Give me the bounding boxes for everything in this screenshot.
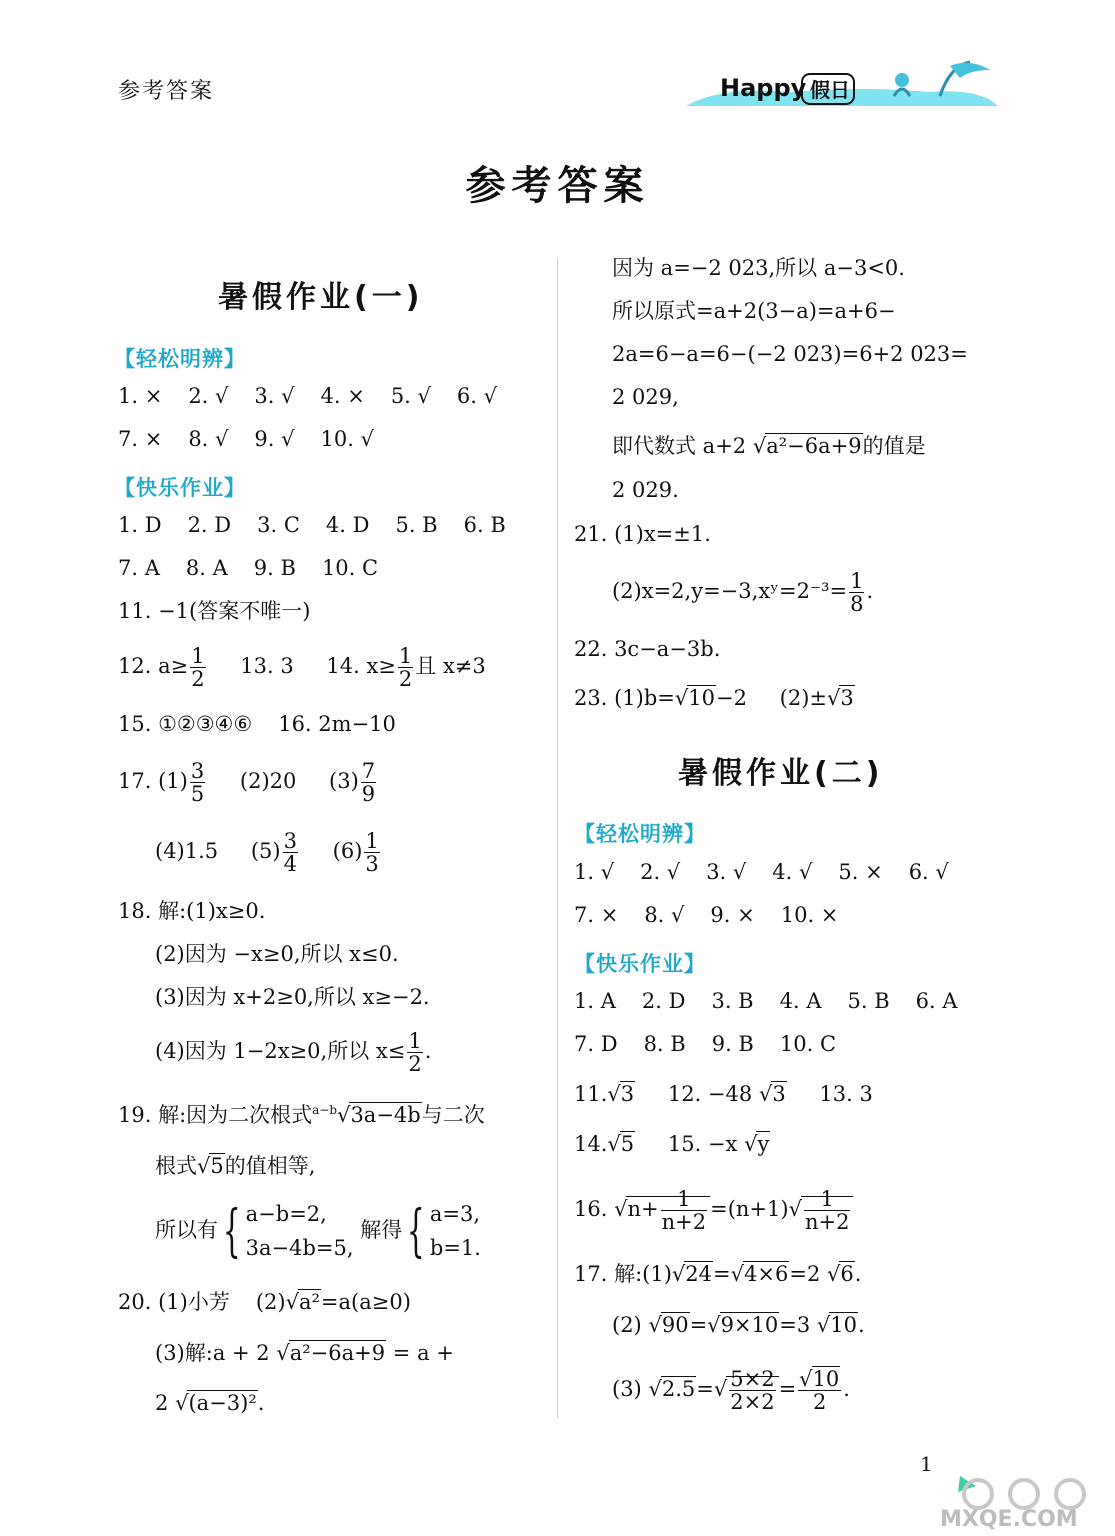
page-title: 参考答案 (465, 163, 650, 209)
section-title-1: 暑假作业(一) (218, 280, 424, 315)
tag-easy-judge-2: 【轻松明辨】 (574, 822, 706, 846)
answer-23: 23. (1)b=√10−2 (2)±√3 (574, 686, 854, 710)
answer-12-14: 12. a≥ $\frac{1}{2}$ 13. 3 14. x≥ $\frac{1}{2}$ 且 x≠3 (118, 644, 486, 692)
judge-row-2: 7. × 8. √ 9. √ 10. √ (118, 427, 374, 451)
answer-19-2: 根式√5的值相等, (155, 1154, 316, 1178)
answer-20-cont-4: 2 029, (612, 385, 679, 409)
happy-holiday-logo (680, 56, 1000, 112)
running-header: 参考答案 (118, 79, 215, 104)
answer-2-14-15: 14.√5 15. −x √y (574, 1132, 770, 1156)
answer-20-2: (3)解:a + 2 √a²−6a+9 = a + (155, 1341, 454, 1365)
answer-19-1: 19. 解:因为二次根式$^{a-b}$√3a−4b与二次 (118, 1103, 485, 1127)
logo-text: Happy (720, 74, 807, 102)
answer-19-3: 所以有{ a−b=2, 3a−4b=5, 解得{ a=3, b=1. (155, 1198, 481, 1264)
answer-20-1: 20. (1)小芳 (2)√a²=a(a≥0) (118, 1290, 411, 1314)
answer-18-1: 18. 解:(1)x≥0. (118, 899, 266, 923)
answer-2-17-3: (3) √2.5=√ $\frac{5\times 2}{2\times 2}$ = $\frac{√10}{2}$ . (612, 1367, 850, 1415)
answer-18-3: (3)因为 x+2≥0,所以 x≥−2. (155, 985, 430, 1009)
choice-row-4: 7. D 8. B 9. B 10. C (574, 1032, 837, 1056)
answer-20-3: 2 √(a−3)². (155, 1391, 265, 1415)
answer-21-2: (2)x=2,y=−3,xʸ=2⁻³= $\frac{1}{8}$ . (612, 569, 874, 617)
tag-easy-judge-1: 【轻松明辨】 (114, 347, 246, 371)
tag-happy-work-2: 【快乐作业】 (574, 952, 706, 976)
watermark-logo (920, 1468, 1110, 1530)
answer-20-cont-6: 2 029. (612, 478, 679, 502)
answer-2-16: 16. √n+ $\frac{1}{n+2}$ =(n+1)√ $\frac{1}{n+2}$ (574, 1188, 853, 1233)
section-title-2: 暑假作业(二) (678, 756, 884, 791)
page-number: 1 (920, 1452, 933, 1476)
column-divider (557, 258, 558, 1418)
answer-22: 22. 3c−a−3b. (574, 637, 721, 661)
judge-row-4: 7. × 8. √ 9. × 10. × (574, 903, 839, 927)
answer-20-cont-2: 所以原式=a+2(3−a)=a+6− (612, 299, 896, 323)
answer-18-2: (2)因为 −x≥0,所以 x≤0. (155, 942, 399, 966)
answer-18-4: (4)因为 1−2x≥0,所以 x≤ $\frac{1}{2}$ . (155, 1029, 432, 1077)
choice-row-3: 1. A 2. D 3. B 4. A 5. B 6. A (574, 989, 958, 1013)
answer-20-cont-3: 2a=6−a=6−(−2 023)=6+2 023= (612, 342, 968, 366)
choice-row-1: 1. D 2. D 3. C 4. D 5. B 6. B (118, 513, 506, 537)
svg-text:MXQE.COM: MXQE.COM (940, 1507, 1078, 1530)
judge-row-1: 1. × 2. √ 3. √ 4. × 5. √ 6. √ (118, 384, 497, 408)
answer-20-cont-1: 因为 a=−2 023,所以 a−3<0. (612, 256, 905, 280)
answer-2-17-1: 17. 解:(1)√24=√4×6=2 √6. (574, 1262, 862, 1286)
answer-20-cont-5: 即代数式 a+2 √a²−6a+9的值是 (612, 434, 926, 458)
logo-badge: 假日 (810, 78, 850, 102)
answer-2-17-2: (2) √90=√9×10=3 √10. (612, 1313, 865, 1337)
answer-2-11-13: 11.√3 12. −48 √3 13. 3 (574, 1082, 873, 1106)
choice-row-2: 7. A 8. A 9. B 10. C (118, 556, 379, 580)
judge-row-3: 1. √ 2. √ 3. √ 4. √ 5. × 6. √ (574, 860, 949, 884)
answer-17-row1: 17. (1) $\frac{3}{5}$ (2)20 (3) $\frac{7}{9}$ (118, 759, 376, 807)
answer-21-1: 21. (1)x=±1. (574, 522, 711, 546)
answer-17-row2: (4)1.5 (5) $\frac{3}{4}$ (6) $\frac{1}{3}$ (155, 829, 379, 877)
answer-11: 11. −1(答案不唯一) (118, 599, 311, 623)
tag-happy-work-1: 【快乐作业】 (114, 476, 246, 500)
answer-15-16: 15. ①②③④⑥ 16. 2m−10 (118, 712, 396, 736)
